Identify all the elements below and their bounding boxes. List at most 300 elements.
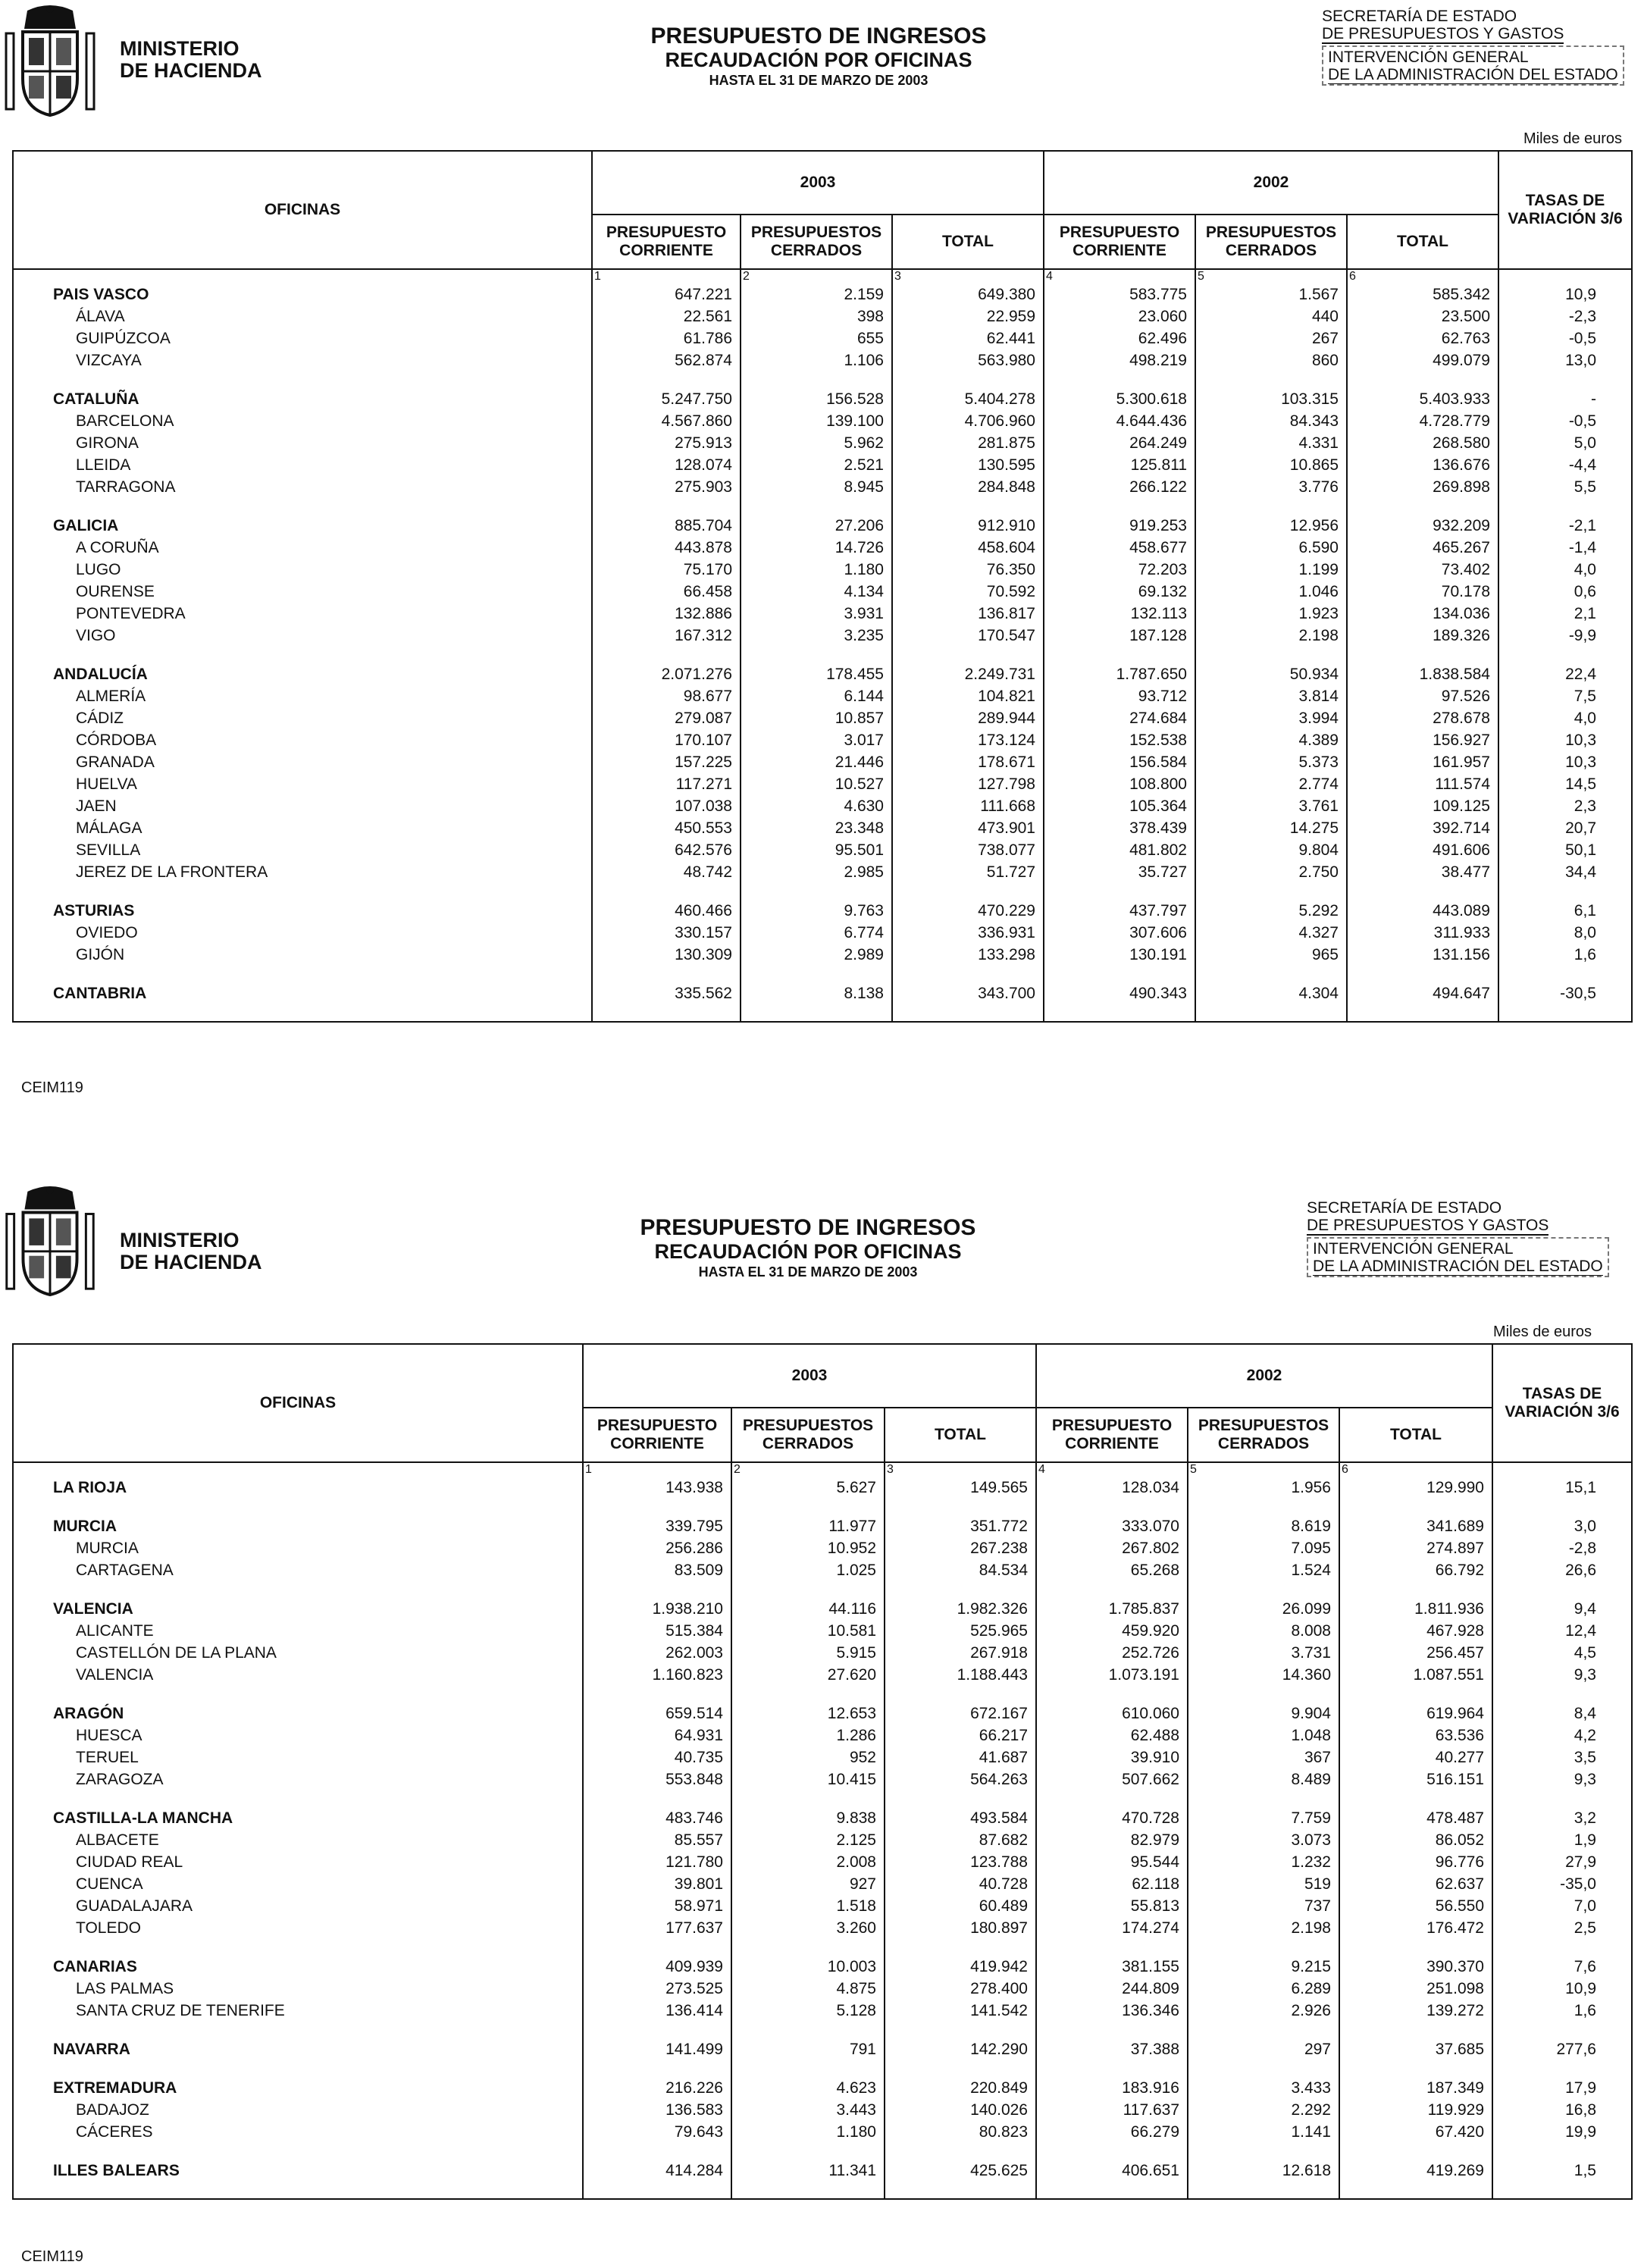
spacer-cell [885,1499,1036,1515]
report-page-1 [0,0,1644,1122]
header-year-2003: 2003 [583,1344,1036,1408]
office-row [13,1537,1632,1559]
tasa-variacion-cell: 2,1 [1498,603,1632,625]
office-name: A CORUÑA [13,537,592,559]
spacer-cell [1044,883,1195,900]
header-cerrados-2002: PRESUPUESTOS CERRADOS [1188,1408,1339,1462]
spacer-cell [1036,1686,1188,1703]
cerrados-2003-cell: 3.260 [731,1917,885,1939]
total-2003-cell: 142.290 [885,2038,1036,2060]
office-name: HUESCA [13,1724,583,1746]
office-name: BADAJOZ [13,2099,583,2121]
corriente-2002-cell: 23.060 [1044,305,1195,327]
cerrados-2003-cell: 2.008 [731,1851,885,1873]
spacer-cell [583,2182,731,2199]
office-row [13,1642,1632,1664]
cerrados-2003-cell: 21.446 [741,751,892,773]
corriente-2002-cell: 37.388 [1036,2038,1188,2060]
spacer-cell [583,1939,731,1956]
region-name: CANARIAS [13,1956,583,1978]
region-row [13,1956,1632,1978]
spacer-cell [592,1004,741,1022]
spacer-cell [885,1581,1036,1598]
total-2002-cell: 443.089 [1347,900,1498,922]
corriente-2003-cell: 562.874 [592,349,741,371]
region-row [13,2038,1632,2060]
corriente-2002-cell: 82.979 [1036,1829,1188,1851]
corriente-2002-cell: 307.606 [1044,922,1195,944]
spacer-cell [13,1939,583,1956]
header-tasas-label: TASAS DE VARIACIÓN 3/6 [1508,192,1623,227]
corriente-2002-cell: 39.910 [1036,1746,1188,1768]
total-2002-cell: 187.349 [1339,2077,1492,2099]
revenue-table [12,1343,1633,2200]
spacer-cell [1188,1499,1339,1515]
report-page-2 [0,1152,1644,2268]
cerrados-2002-cell: 737 [1188,1895,1339,1917]
tasa-variacion-cell: 1,5 [1492,2160,1632,2182]
total-2003-cell: 70.592 [892,581,1044,603]
corriente-2002-cell: 5.300.618 [1044,388,1195,410]
corriente-2002-cell: 333.070 [1036,1515,1188,1537]
tasa-variacion-cell: 22,4 [1498,663,1632,685]
total-2002-cell: 419.269 [1339,2160,1492,2182]
corriente-2002-cell: 136.346 [1036,2000,1188,2022]
cerrados-2002-cell: 26.099 [1188,1598,1339,1620]
total-2003-cell: 76.350 [892,559,1044,581]
tasa-variacion-cell: 1,9 [1492,1829,1632,1851]
office-row [13,1895,1632,1917]
office-row [13,773,1632,795]
footer-code: CEIM119 [21,1079,83,1096]
total-2002-cell: 161.957 [1347,751,1498,773]
group-spacer [13,2060,1632,2077]
corriente-2002-cell: 130.191 [1044,944,1195,966]
cerrados-2003-cell: 11.341 [731,2160,885,2182]
corriente-2002-cell: 156.584 [1044,751,1195,773]
corriente-2003-cell: 409.939 [583,1956,731,1978]
cerrados-2002-cell: 1.048 [1188,1724,1339,1746]
spacer-cell [1188,1581,1339,1598]
total-2003-cell: 4.706.960 [892,410,1044,432]
total-2003-cell: 1.982.326 [885,1598,1036,1620]
region-name: VALENCIA [13,1598,583,1620]
tasa-variacion-cell: -1,4 [1498,537,1632,559]
cerrados-2002-cell: 12.618 [1188,2160,1339,2182]
corriente-2003-cell: 279.087 [592,707,741,729]
region-name: LA RIOJA [13,1477,583,1499]
total-2002-cell: 465.267 [1347,537,1498,559]
title-date: HASTA EL 31 DE MARZO DE 2003 [698,1264,918,1280]
total-2002-cell: 932.209 [1347,515,1498,537]
office-row [13,685,1632,707]
spacer-cell [1498,498,1632,515]
group-spacer [13,2022,1632,2038]
cerrados-2002-cell: 8.008 [1188,1620,1339,1642]
ministry-name [120,38,262,82]
total-2002-cell: 499.079 [1347,349,1498,371]
corriente-2002-cell: 437.797 [1044,900,1195,922]
region-name: ARAGÓN [13,1703,583,1724]
tasa-variacion-cell: 10,9 [1498,284,1632,305]
corriente-2002-cell: 498.219 [1044,349,1195,371]
corriente-2003-cell: 2.071.276 [592,663,741,685]
total-2003-cell: 672.167 [885,1703,1036,1724]
ministry-name [120,1230,262,1273]
cerrados-2003-cell: 10.952 [731,1537,885,1559]
column-number: 4 [1044,269,1195,284]
tasa-variacion-cell: 10,3 [1498,729,1632,751]
corriente-2003-cell: 659.514 [583,1703,731,1724]
region-row [13,1477,1632,1499]
spacer-cell [1492,1581,1632,1598]
cerrados-2003-cell: 10.415 [731,1768,885,1790]
total-2002-cell: 5.403.933 [1347,388,1498,410]
total-2003-cell: 104.821 [892,685,1044,707]
group-spacer [13,371,1632,388]
group-spacer [13,2143,1632,2160]
office-name: OURENSE [13,581,592,603]
total-2003-cell: 525.965 [885,1620,1036,1642]
tasa-variacion-cell: 3,5 [1492,1746,1632,1768]
spacer-cell [1044,647,1195,663]
cerrados-2002-cell: 3.433 [1188,2077,1339,2099]
units-label: Miles de euros [1523,130,1623,147]
units-label: Miles de euros [1493,1324,1592,1340]
office-name: SEVILLA [13,839,592,861]
corriente-2003-cell: 98.677 [592,685,741,707]
cerrados-2002-cell: 440 [1195,305,1347,327]
total-2002-cell: 516.151 [1339,1768,1492,1790]
tasa-variacion-cell: 12,4 [1492,1620,1632,1642]
office-name: PONTEVEDRA [13,603,592,625]
corriente-2003-cell: 83.509 [583,1559,731,1581]
tasa-variacion-cell: 4,0 [1498,559,1632,581]
header-total-2002: TOTAL [1347,215,1498,269]
total-2002-cell: 251.098 [1339,1978,1492,2000]
total-2002-cell: 156.927 [1347,729,1498,751]
intervencion-line-1: INTERVENCIÓN GENERAL [1313,1240,1514,1258]
office-name: SANTA CRUZ DE TENERIFE [13,2000,583,2022]
header-tasas-label: TASAS DE VARIACIÓN 3/6 [1505,1385,1620,1421]
spacer-cell [583,1686,731,1703]
spacer-cell [1036,1790,1188,1807]
header-total-2003: TOTAL [892,215,1044,269]
corriente-2003-cell: 79.643 [583,2121,731,2143]
cerrados-2003-cell: 5.627 [731,1477,885,1499]
tasa-variacion-cell: 13,0 [1498,349,1632,371]
total-2003-cell: 5.404.278 [892,388,1044,410]
spacer-cell [583,1499,731,1515]
cerrados-2002-cell: 965 [1195,944,1347,966]
spacer-cell [13,647,592,663]
cerrados-2003-cell: 6.774 [741,922,892,944]
total-2003-cell: 473.901 [892,817,1044,839]
cerrados-2003-cell: 4.623 [731,2077,885,2099]
cerrados-2002-cell: 3.761 [1195,795,1347,817]
total-2002-cell: 63.536 [1339,1724,1492,1746]
spacer-cell [1195,1004,1347,1022]
spacer-cell [741,371,892,388]
office-name: CUENCA [13,1873,583,1895]
cerrados-2002-cell: 267 [1195,327,1347,349]
column-number: 1 [592,269,741,284]
total-2002-cell: 134.036 [1347,603,1498,625]
total-2002-cell: 96.776 [1339,1851,1492,1873]
tasa-variacion-cell: -9,9 [1498,625,1632,647]
spacer-cell [1044,498,1195,515]
spacer-cell [1492,1686,1632,1703]
corriente-2002-cell: 117.637 [1036,2099,1188,2121]
corriente-2002-cell: 187.128 [1044,625,1195,647]
column-number: 4 [1036,1462,1188,1477]
region-row [13,388,1632,410]
cerrados-2003-cell: 398 [741,305,892,327]
office-name: ALBACETE [13,1829,583,1851]
spacer-cell [1188,2060,1339,2077]
cerrados-2002-cell: 8.489 [1188,1768,1339,1790]
corriente-2002-cell: 919.253 [1044,515,1195,537]
region-name: EXTREMADURA [13,2077,583,2099]
region-row [13,1703,1632,1724]
total-2003-cell: 738.077 [892,839,1044,861]
revenue-table [12,150,1633,1023]
spacer-cell [1036,2143,1188,2160]
total-2002-cell: 467.928 [1339,1620,1492,1642]
cerrados-2003-cell: 1.180 [731,2121,885,2143]
spacer-cell [1498,883,1632,900]
spacer-cell [1492,1499,1632,1515]
ministry-line-1: MINISTERIO [120,1229,240,1251]
corriente-2003-cell: 553.848 [583,1768,731,1790]
total-2002-cell: 119.929 [1339,2099,1492,2121]
title-date: HASTA EL 31 DE MARZO DE 2003 [709,73,928,88]
corriente-2002-cell: 62.496 [1044,327,1195,349]
cerrados-2003-cell: 9.838 [731,1807,885,1829]
cerrados-2002-cell: 1.046 [1195,581,1347,603]
spacer-cell [1195,371,1347,388]
spacer-cell [1195,647,1347,663]
corriente-2003-cell: 132.886 [592,603,741,625]
cerrados-2002-cell: 4.389 [1195,729,1347,751]
corriente-2002-cell: 65.268 [1036,1559,1188,1581]
cerrados-2002-cell: 6.289 [1188,1978,1339,2000]
corriente-2002-cell: 4.644.436 [1044,410,1195,432]
office-row [13,1620,1632,1642]
corriente-2002-cell: 69.132 [1044,581,1195,603]
corriente-2003-cell: 128.074 [592,454,741,476]
tasa-variacion-cell: 8,0 [1498,922,1632,944]
spacer-cell [1044,1004,1195,1022]
total-2002-cell: 70.178 [1347,581,1498,603]
tasa-variacion-cell: 2,5 [1492,1917,1632,1939]
total-2002-cell: 129.990 [1339,1477,1492,1499]
corriente-2003-cell: 40.735 [583,1746,731,1768]
spacer-cell [13,1499,583,1515]
total-2003-cell: 493.584 [885,1807,1036,1829]
corriente-2003-cell: 61.786 [592,327,741,349]
spacer-cell [1195,966,1347,982]
spacer-cell [741,883,892,900]
cerrados-2003-cell: 14.726 [741,537,892,559]
spacer-cell [1188,2182,1339,2199]
total-2003-cell: 40.728 [885,1873,1036,1895]
office-name: JAEN [13,795,592,817]
cerrados-2003-cell: 1.518 [731,1895,885,1917]
corriente-2002-cell: 381.155 [1036,1956,1188,1978]
cerrados-2003-cell: 1.025 [731,1559,885,1581]
office-name: JEREZ DE LA FRONTERA [13,861,592,883]
spacer-cell [1498,371,1632,388]
total-2003-cell: 149.565 [885,1477,1036,1499]
tasa-variacion-cell: -30,5 [1498,982,1632,1004]
cerrados-2003-cell: 1.286 [731,1724,885,1746]
office-name: MÁLAGA [13,817,592,839]
total-2003-cell: 140.026 [885,2099,1036,2121]
tasa-variacion-cell: 5,5 [1498,476,1632,498]
office-row [13,603,1632,625]
cerrados-2002-cell: 2.926 [1188,2000,1339,2022]
office-name: CÁCERES [13,2121,583,2143]
spacer-cell [583,1790,731,1807]
region-row [13,2160,1632,2182]
header-total-2003: TOTAL [885,1408,1036,1462]
group-spacer [13,1499,1632,1515]
office-row [13,751,1632,773]
cerrados-2003-cell: 5.962 [741,432,892,454]
office-row [13,1851,1632,1873]
spacer-cell [741,498,892,515]
office-name: CÓRDOBA [13,729,592,751]
office-row [13,1873,1632,1895]
column-number: 5 [1188,1462,1339,1477]
corriente-2003-cell: 39.801 [583,1873,731,1895]
office-row [13,1664,1632,1686]
cerrados-2003-cell: 1.180 [741,559,892,581]
office-row [13,349,1632,371]
total-2003-cell: 180.897 [885,1917,1036,1939]
corriente-2002-cell: 132.113 [1044,603,1195,625]
corriente-2003-cell: 107.038 [592,795,741,817]
cerrados-2003-cell: 95.501 [741,839,892,861]
column-number: 6 [1339,1462,1492,1477]
corriente-2002-cell: 459.920 [1036,1620,1188,1642]
cerrados-2002-cell: 3.073 [1188,1829,1339,1851]
total-2003-cell: 22.959 [892,305,1044,327]
total-2002-cell: 97.526 [1347,685,1498,707]
total-2002-cell: 109.125 [1347,795,1498,817]
secretaria-line-2: DE PRESUPUESTOS Y GASTOS [1307,1217,1549,1234]
cerrados-2003-cell: 6.144 [741,685,892,707]
corriente-2002-cell: 95.544 [1036,1851,1188,1873]
cerrados-2003-cell: 4.875 [731,1978,885,2000]
total-2002-cell: 38.477 [1347,861,1498,883]
corriente-2003-cell: 414.284 [583,2160,731,2182]
total-2002-cell: 256.457 [1339,1642,1492,1664]
header-cerrados-2003: PRESUPUESTOS CERRADOS [731,1408,885,1462]
column-number-blank [13,1462,583,1477]
total-2003-cell: 649.380 [892,284,1044,305]
total-2002-cell: 66.792 [1339,1559,1492,1581]
region-name: PAIS VASCO [13,284,592,305]
total-2003-cell: 419.942 [885,1956,1036,1978]
spacer-cell [731,2182,885,2199]
corriente-2003-cell: 1.938.210 [583,1598,731,1620]
office-row [13,476,1632,498]
corriente-2002-cell: 252.726 [1036,1642,1188,1664]
total-2003-cell: 278.400 [885,1978,1036,2000]
corriente-2003-cell: 515.384 [583,1620,731,1642]
cerrados-2003-cell: 23.348 [741,817,892,839]
tasa-variacion-cell: 34,4 [1498,861,1632,883]
spacer-cell [1036,1939,1188,1956]
secretaria-line-1: SECRETARÍA DE ESTADO [1322,8,1517,25]
office-name: LAS PALMAS [13,1978,583,2000]
office-row [13,454,1632,476]
column-number: 2 [741,269,892,284]
column-number: 6 [1347,269,1498,284]
spacer-cell [13,498,592,515]
header-corriente-2003: PRESUPUESTO CORRIENTE [583,1408,731,1462]
tasa-variacion-cell: 27,9 [1492,1851,1632,1873]
total-2003-cell: 563.980 [892,349,1044,371]
tasa-variacion-cell: 19,9 [1492,2121,1632,2143]
secretaria-block [1322,8,1624,86]
office-row [13,537,1632,559]
corriente-2002-cell: 174.274 [1036,1917,1188,1939]
group-spacer [13,647,1632,663]
corriente-2003-cell: 66.458 [592,581,741,603]
cerrados-2003-cell: 8.138 [741,982,892,1004]
corriente-2002-cell: 62.488 [1036,1724,1188,1746]
corriente-2002-cell: 458.677 [1044,537,1195,559]
office-row [13,944,1632,966]
spacer-cell [892,966,1044,982]
total-2003-cell: 60.489 [885,1895,1036,1917]
header-cerrados-2003: PRESUPUESTOS CERRADOS [741,215,892,269]
spacer-cell [731,1686,885,1703]
office-row [13,625,1632,647]
title-line-2: RECAUDACIÓN POR OFICINAS [665,49,972,71]
cerrados-2003-cell: 10.581 [731,1620,885,1642]
cerrados-2003-cell: 2.125 [731,1829,885,1851]
corriente-2003-cell: 22.561 [592,305,741,327]
corriente-2002-cell: 55.813 [1036,1895,1188,1917]
cerrados-2003-cell: 3.017 [741,729,892,751]
spacer-cell [583,2143,731,2160]
office-name: VALENCIA [13,1664,583,1686]
spacer-cell [1492,2143,1632,2160]
cerrados-2002-cell: 1.956 [1188,1477,1339,1499]
spacer-cell [1492,1790,1632,1807]
spacer-cell [13,2143,583,2160]
tasa-variacion-cell: 15,1 [1492,1477,1632,1499]
corriente-2003-cell: 121.780 [583,1851,731,1873]
column-number-blank [13,269,592,284]
cerrados-2002-cell: 4.327 [1195,922,1347,944]
corriente-2003-cell: 216.226 [583,2077,731,2099]
office-row [13,559,1632,581]
spacer-cell [1188,2143,1339,2160]
spacer-cell [1339,1939,1492,1956]
spacer-cell [1036,2182,1188,2199]
total-2002-cell: 274.897 [1339,1537,1492,1559]
spacer-cell [885,1686,1036,1703]
intervencion-line-2: DE LA ADMINISTRACIÓN DEL ESTADO [1328,66,1618,83]
office-name: TARRAGONA [13,476,592,498]
region-row [13,1598,1632,1620]
cerrados-2002-cell: 1.232 [1188,1851,1339,1873]
